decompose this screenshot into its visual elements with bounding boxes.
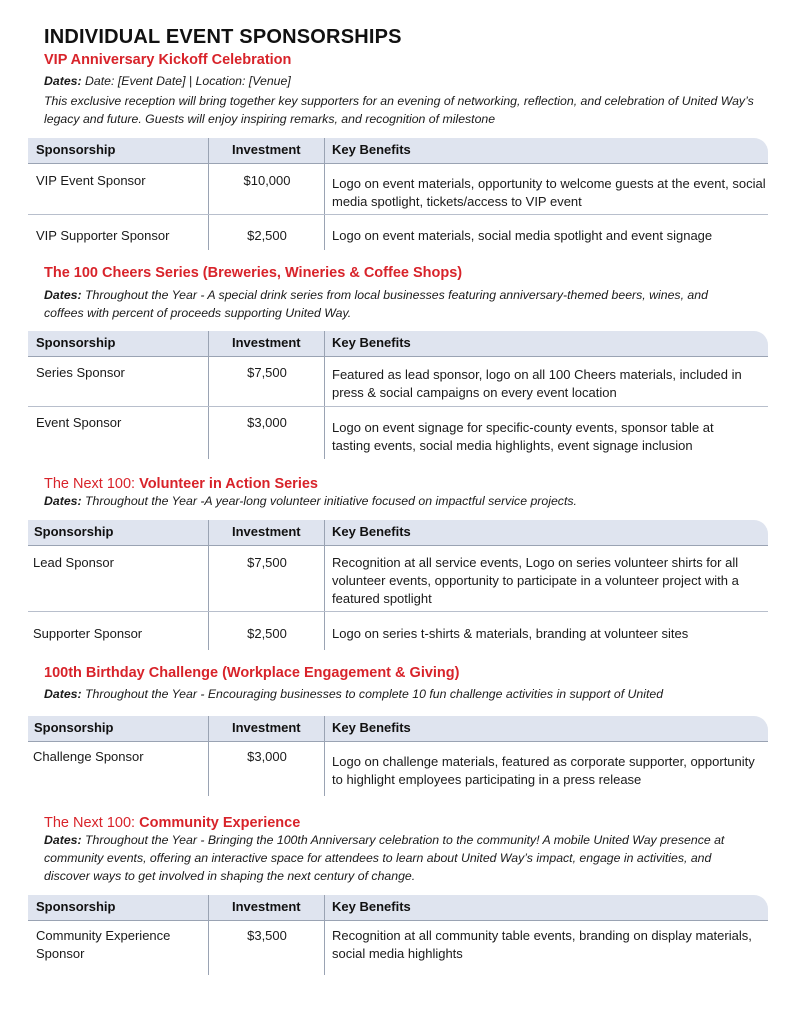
row-benefits: Logo on event materials, social media spotlight and event signage bbox=[332, 228, 713, 243]
dates-text: Throughout the Year - Bringing the 100th Anniversary celebration to the community! A mobile United Way presence at community events, offering an interactive space for attendees to learn about United Way’s impact, engage in activities, and discover ways to get involved in shaping the next century of change. bbox=[44, 833, 725, 883]
dates-text: Throughout the Year - A special drink series from local businesses featuring anniversary-themed beers, wines, and coffees with percent of proceeds supporting United Way. bbox=[44, 288, 708, 320]
section-dates bbox=[44, 286, 734, 322]
dates-text: Throughout the Year -A year-long volunteer initiative focused on impactful service projects. bbox=[85, 494, 577, 508]
dates-label: Dates: bbox=[44, 833, 82, 847]
section-title bbox=[44, 815, 300, 831]
row-investment: $10,000 bbox=[243, 173, 291, 188]
section-title: VIP Anniversary Kickoff Celebration bbox=[44, 52, 292, 68]
header-sponsorship: Sponsorship bbox=[36, 142, 116, 157]
row-divider bbox=[28, 406, 768, 407]
row-benefits: Logo on series t-shirts & materials, branding at volunteer sites bbox=[332, 626, 689, 641]
row-investment: $2,500 bbox=[247, 626, 287, 641]
section-title: 100th Birthday Challenge (Workplace Engagement & Giving) bbox=[44, 665, 460, 681]
dates-label: Dates: bbox=[44, 74, 82, 88]
dates-text: Throughout the Year - Encouraging businesses to complete 10 fun challenge activities in support of United bbox=[85, 687, 664, 701]
section-dates bbox=[44, 492, 764, 510]
row-divider bbox=[28, 611, 768, 612]
header-investment: Investment bbox=[232, 720, 301, 735]
row-sponsorship: Series Sponsor bbox=[36, 365, 125, 380]
row-sponsorship: Lead Sponsor bbox=[33, 555, 114, 570]
dates-label: Dates: bbox=[44, 687, 82, 701]
row-sponsorship: Event Sponsor bbox=[36, 415, 122, 430]
title-main: Community Experience bbox=[139, 815, 301, 831]
dates-label: Dates: bbox=[44, 494, 82, 508]
page-title: INDIVIDUAL EVENT SPONSORSHIPS bbox=[44, 26, 402, 48]
row-benefits: Recognition at all community table events, branding on display materials, social media highlights bbox=[332, 928, 752, 961]
table-header bbox=[28, 331, 768, 357]
table-header bbox=[28, 716, 768, 742]
dates-label: Dates: bbox=[44, 288, 82, 302]
table-header bbox=[28, 138, 768, 164]
dates-text: Date: [Event Date] | Location: [Venue] bbox=[85, 74, 291, 88]
row-sponsorship: Community Experience Sponsor bbox=[36, 928, 171, 961]
column-divider bbox=[324, 331, 325, 459]
row-benefits: Featured as lead sponsor, logo on all 100 Cheers materials, included in press & social campaigns on every event location bbox=[332, 367, 742, 400]
section-dates bbox=[44, 72, 764, 90]
header-key-benefits: Key Benefits bbox=[332, 142, 411, 157]
header-key-benefits: Key Benefits bbox=[332, 899, 411, 914]
row-sponsorship: Supporter Sponsor bbox=[33, 626, 143, 641]
title-prefix: The Next 100: bbox=[44, 815, 140, 831]
header-investment: Investment bbox=[232, 524, 301, 539]
row-sponsorship: VIP Supporter Sponsor bbox=[36, 228, 170, 243]
table-header bbox=[28, 520, 768, 546]
title-prefix: The Next 100: bbox=[44, 476, 140, 492]
column-divider bbox=[208, 331, 209, 459]
row-investment: $3,000 bbox=[247, 415, 287, 430]
title-main: Volunteer in Action Series bbox=[139, 476, 318, 492]
row-investment: $7,500 bbox=[247, 555, 287, 570]
row-investment: $7,500 bbox=[247, 365, 287, 380]
header-sponsorship: Sponsorship bbox=[34, 720, 114, 735]
header-investment: Investment bbox=[232, 142, 301, 157]
header-investment: Investment bbox=[232, 899, 301, 914]
section-title: The 100 Cheers Series (Breweries, Wineries & Coffee Shops) bbox=[44, 265, 463, 281]
row-investment: $3,500 bbox=[247, 928, 287, 943]
section-description: This exclusive reception will bring together key supporters for an evening of networking, reflection, and celebration of United Way’s legacy and future. Guests will enjoy inspiring remarks, and recognition of milestone bbox=[44, 94, 754, 126]
row-divider bbox=[28, 214, 768, 215]
section-title bbox=[44, 476, 318, 492]
row-benefits: Logo on event materials, opportunity to welcome guests at the event, social media spotlight, tickets/access to VIP event bbox=[332, 176, 766, 209]
row-investment: $3,000 bbox=[247, 749, 287, 764]
header-sponsorship: Sponsorship bbox=[34, 524, 114, 539]
header-key-benefits: Key Benefits bbox=[332, 720, 411, 735]
row-investment: $2,500 bbox=[247, 228, 287, 243]
header-investment: Investment bbox=[232, 335, 301, 350]
row-sponsorship: Challenge Sponsor bbox=[33, 749, 144, 764]
header-key-benefits: Key Benefits bbox=[332, 335, 411, 350]
header-key-benefits: Key Benefits bbox=[332, 524, 411, 539]
section-dates bbox=[44, 831, 756, 885]
section-dates bbox=[44, 685, 784, 703]
row-sponsorship: VIP Event Sponsor bbox=[36, 173, 146, 188]
header-sponsorship: Sponsorship bbox=[36, 335, 116, 350]
row-benefits: Logo on event signage for specific-county events, sponsor table at tasting events, social media highlights, event signage inclusion bbox=[332, 420, 714, 453]
row-benefits: Recognition at all service events, Logo on series volunteer shirts for all volunteer events, opportunity to participate in a volunteer project with a featured spotlight bbox=[332, 555, 739, 606]
row-benefits: Logo on challenge materials, featured as corporate supporter, opportunity to highlight employees participating in a press release bbox=[332, 754, 755, 787]
header-sponsorship: Sponsorship bbox=[36, 899, 116, 914]
table-header bbox=[28, 895, 768, 921]
